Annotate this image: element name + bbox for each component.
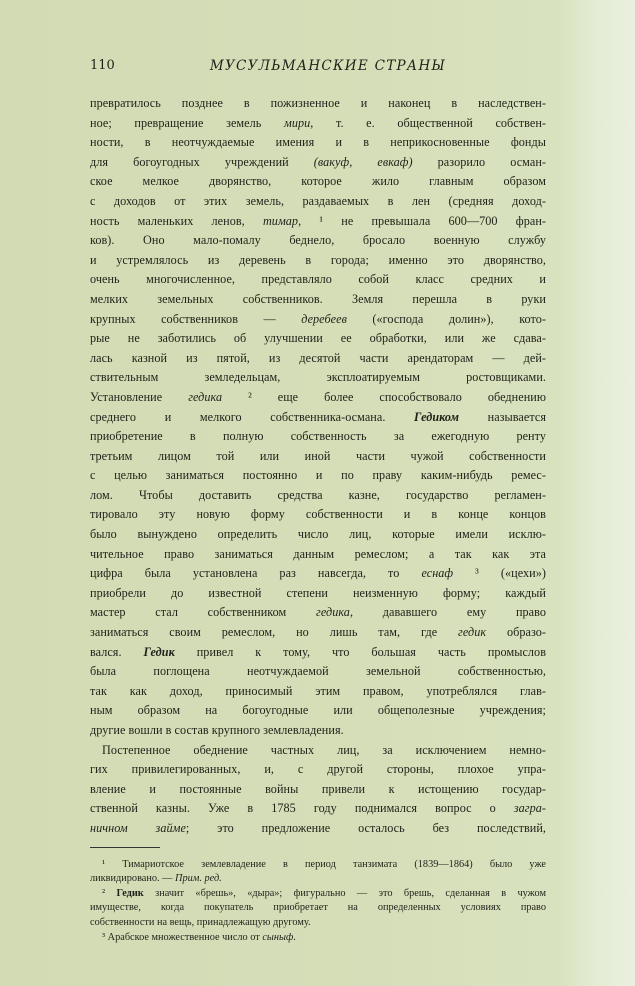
text-line: рые не заботились об улучшении ее обработки, или же сдава-: [90, 331, 546, 346]
text-line: ков). Оно мало-помалу беднело, бросало военную службу: [90, 233, 546, 248]
text-line: с целью заниматься постоянно и по праву каким-нибудь ремес-: [90, 468, 546, 483]
footnote-line: ликвидировано. — Прим. ред.: [90, 873, 222, 885]
text-line: превратилось позднее в пожизненное и наконец в наследствен-: [90, 96, 546, 110]
text-line: другие вошли в состав крупного землевладения.: [90, 723, 344, 737]
text-line: лась казной из пятой, из десятой части арендаторам — дей-: [90, 350, 546, 365]
text-line: ность маленьких ленов, тимар, ¹ не превышала 600—700 фран-: [90, 213, 546, 228]
footnote-line: собственности на вещь, принадлежащую другому.: [90, 916, 311, 928]
footnotes: [90, 858, 546, 946]
text-line: ности, в неотчуждаемые имения и в неприкосновенные фонды: [90, 135, 546, 150]
text-line: третьим лицом той или иной части чужой собственности: [90, 448, 546, 463]
text-line: среднего и мелкого собственника-османа. Гедиком называется: [90, 409, 546, 424]
text-line: с доходов от этих земель, раздаваемых в лен (средняя доход-: [90, 193, 546, 208]
text-line: вление и постоянные войны привели к истощению государ-: [90, 781, 546, 796]
text-line: тировало эту новую форму собственности и в конце концов: [90, 507, 546, 522]
text-line: ственной казны. Уже в 1785 году поднимался вопрос о загра-: [90, 801, 546, 816]
page-number: 110: [90, 58, 115, 73]
footnote-line: ³ Арабское множественное число от сыныф.: [102, 931, 296, 943]
text-line: цифра была установлена раз навсегда, то еснаф ³ («цехи»): [90, 566, 546, 581]
body-text: [90, 94, 546, 839]
text-line: ным образом на богоугодные или общеполезные учреждения;: [90, 703, 546, 718]
text-line: Установление гедика ² еще более способствовало обеднению: [90, 389, 546, 404]
footnote-line: ¹ Тимариотское землевладение в период танзимата (1839—1864) было уже: [102, 858, 546, 870]
text-line: крупных собственников — деребеев («господа долин»), кото-: [90, 311, 546, 326]
text-line: ское мелкое дворянство, которое жило главным образом: [90, 174, 546, 189]
text-line: вался. Гедик привел к тому, что большая часть промыслов: [90, 644, 546, 659]
text-line: гих привилегированных, и, с другой стороны, плохое упра-: [90, 762, 546, 777]
running-title: МУСУЛЬМАНСКИЕ СТРАНЫ: [209, 58, 447, 74]
text-line: была поглощена неотчуждаемой земельной собственностью,: [90, 664, 546, 679]
footnote-line: имуществе, когда покупатель приобретает на определенных условиях право: [90, 902, 546, 914]
text-line: ствительным земледельцам, эксплоатируемым ростовщиками.: [90, 370, 546, 385]
text-line: чительное право заниматься данным ремеслом; а так как эта: [90, 546, 546, 561]
text-line: приобретение в полную собственность за ежегодную ренту: [90, 429, 546, 444]
text-line: мелких земельных собственников. Земля перешла в руки: [90, 291, 546, 306]
text-line: очень многочисленное, представляло собой класс средних и: [90, 272, 546, 287]
text-line: и устремлялось из деревень в города; именно это дворянство,: [90, 252, 546, 267]
text-line: заниматься своим ремеслом, но лишь там, где гедик образо-: [90, 625, 546, 640]
book-page: [90, 58, 546, 945]
text-line: мастер стал собственником гедика, дававшего ему право: [90, 605, 546, 620]
text-line: лом. Чтобы доставить средства казне, государство регламен-: [90, 487, 546, 502]
footnote-divider: [90, 847, 160, 848]
footnote-line: ² Гедик значит «брешь», «дыра»; фигурально — это брешь, сделанная в чужом: [102, 887, 546, 899]
text-line: приобрели до известной степени неизменную форму; каждый: [90, 585, 546, 600]
page-header: [90, 58, 546, 82]
text-line: так как доход, приносимый этим правом, употреблялся глав-: [90, 683, 546, 698]
text-line: ное; превращение земель мири, т. е. общественной собствен-: [90, 115, 547, 130]
text-line: ничном займе; это предложение осталось без последствий,: [90, 820, 547, 835]
text-line: Постепенное обеднение частных лиц, за исключением немно-: [102, 742, 546, 757]
text-line: для богоугодных учреждений (вакуф, евкаф) разорило осман-: [90, 154, 546, 169]
text-line: было вынуждено определить число лиц, которые имели исклю-: [90, 527, 546, 542]
